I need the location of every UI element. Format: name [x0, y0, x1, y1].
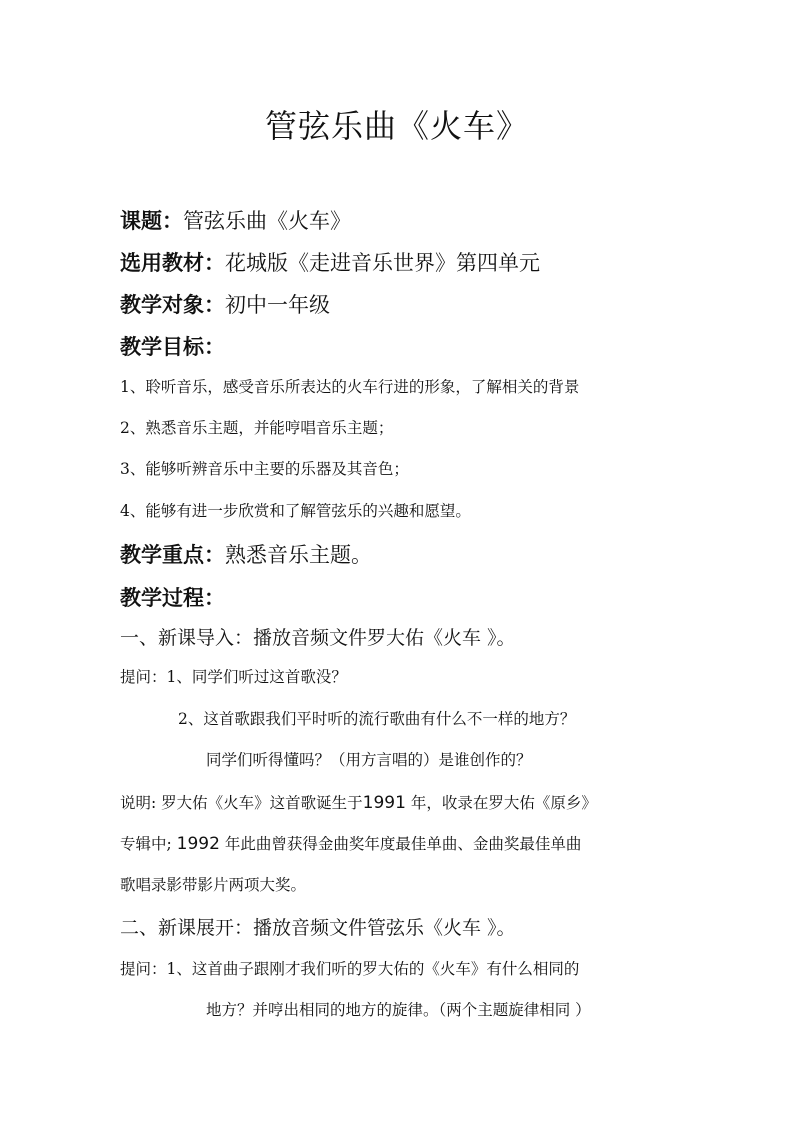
audience-value: 初中一年级 — [225, 293, 330, 317]
note-year-1991: 1991 — [362, 793, 406, 813]
part2-question-1: 提问：1、这首曲子跟刚才我们听的罗大佑的《火车》有什么相同的 — [120, 960, 580, 978]
note-line-1: 说明: 罗大佑《火车》这首歌诞生于1991 年，收录在罗大佑《原乡》 — [120, 793, 597, 813]
note-line-2: 专辑中; 1992 年此曲曾获得金曲奖年度最佳单曲、金曲奖最佳单曲 — [120, 834, 582, 854]
topic-line — [120, 210, 351, 232]
goal-item: 2、熟悉音乐主题，并能哼唱音乐主题； — [120, 419, 394, 437]
material-line — [120, 252, 540, 274]
part1-question-3: 同学们听得懂吗？（用方言唱的）是谁创作的？ — [206, 751, 532, 769]
topic-label: 课题： — [120, 208, 183, 233]
goals-heading: 教学目标： — [120, 334, 225, 359]
note-line-3: 歌唱录影带影片两项大奖。 — [120, 876, 307, 894]
part1-title: 一、新课导入：播放音频文件罗大佑《火车 》。 — [120, 627, 516, 649]
goal-item: 4、能够有进一步欣赏和了解管弦乐的兴趣和愿望。 — [120, 502, 471, 520]
audience-line — [120, 294, 330, 316]
material-value: 花城版《走进音乐世界》第四单元 — [225, 251, 540, 275]
focus-value: 熟悉音乐主题。 — [225, 543, 372, 567]
part1-question-2: 2、这首歌跟我们平时听的流行歌曲有什么不一样的地方？ — [178, 710, 576, 728]
audience-label: 教学对象： — [120, 292, 225, 317]
goal-item: 3、能够听辨音乐中主要的乐器及其音色； — [120, 460, 409, 478]
topic-value: 管弦乐曲《火车》 — [183, 209, 351, 233]
part1-question-1: 提问：1、同学们听过这首歌没？ — [120, 668, 347, 686]
focus-label: 教学重点： — [120, 542, 225, 567]
part2-title: 二、新课展开：播放音频文件管弦乐《火车 》。 — [120, 917, 516, 939]
document-title: 管弦乐曲《火车》 — [264, 107, 529, 145]
focus-line — [120, 544, 372, 566]
process-heading: 教学过程： — [120, 585, 225, 610]
goal-item: 1、聆听音乐，感受音乐所表达的火车行进的形象，了解相关的背景 — [120, 378, 580, 396]
note-year-1992: 1992 — [176, 834, 220, 854]
part2-question-2: 地方？并哼出相同的地方的旋律。（两个主题旋律相同 ） — [206, 1001, 591, 1019]
material-label: 选用教材： — [120, 250, 225, 275]
